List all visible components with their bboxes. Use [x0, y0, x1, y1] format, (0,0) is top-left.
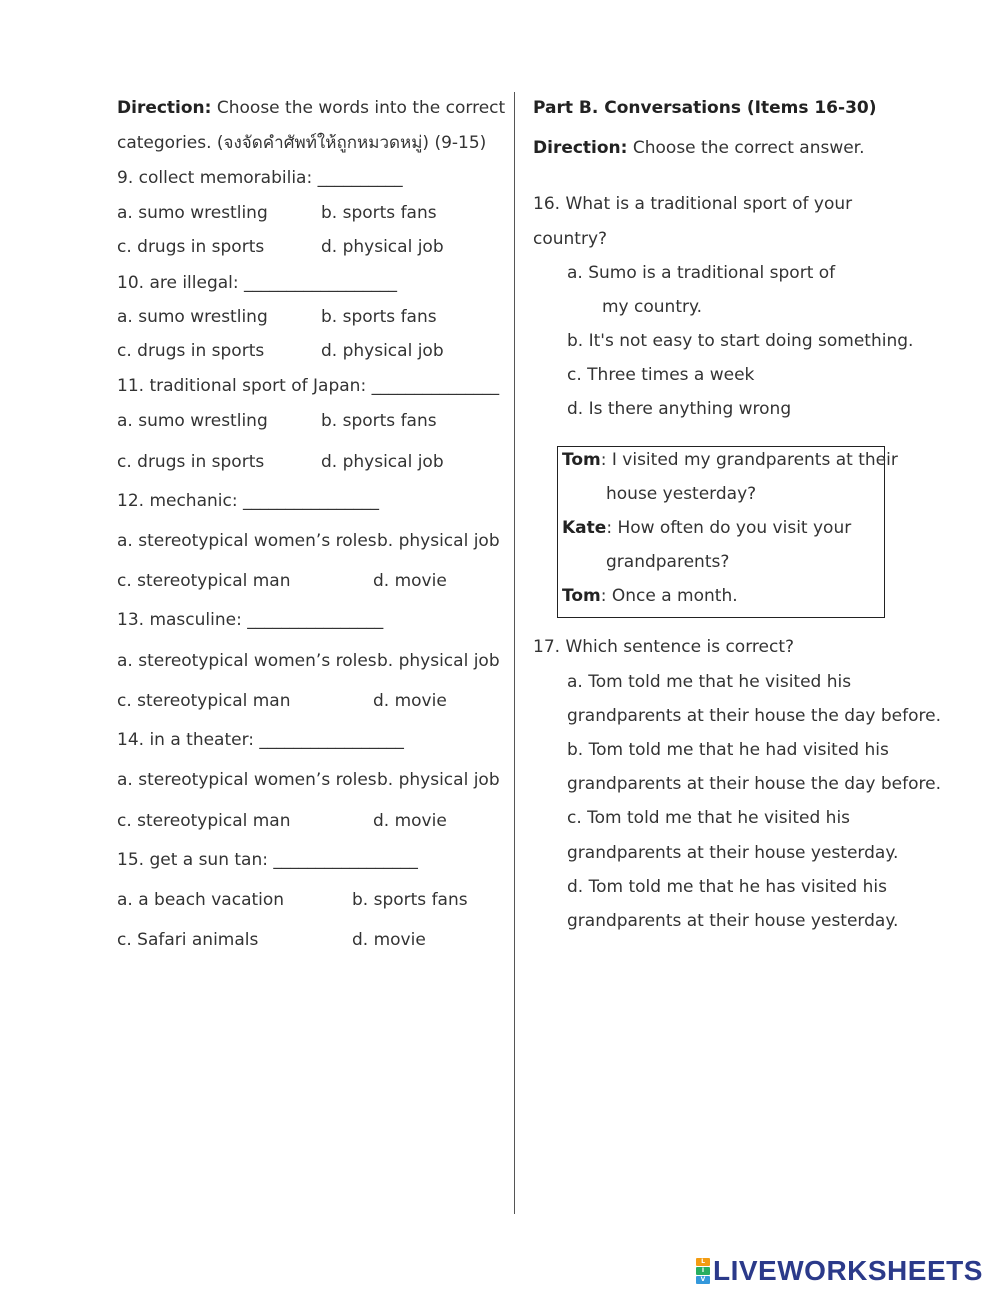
q17-option-a[interactable]: a. Tom told me that he visited his — [567, 672, 852, 692]
q17-option-b-cont[interactable]: grandparents at their house the day before. — [567, 774, 942, 794]
q11-option-d[interactable]: d. physical job — [321, 452, 444, 472]
q9-option-d[interactable]: d. physical job — [321, 237, 444, 257]
q10-option-a[interactable]: a. sumo wrestling — [117, 307, 268, 327]
direction-label-right: Direction: — [533, 138, 628, 158]
logo-block-v: V — [696, 1276, 710, 1284]
dialog-line-tom-2 — [562, 585, 738, 607]
q15-option-c[interactable]: c. Safari animals — [117, 930, 259, 950]
question-16-line1: 16. What is a traditional sport of your — [533, 194, 853, 214]
q16-option-a[interactable]: a. Sumo is a traditional sport of — [567, 263, 836, 283]
q10-option-b[interactable]: b. sports fans — [321, 307, 437, 327]
q13-option-d[interactable]: d. movie — [373, 691, 447, 711]
q15-option-b[interactable]: b. sports fans — [352, 890, 468, 910]
part-b-title: Part B. Conversations (Items 16-30) — [533, 98, 877, 118]
kate-line-1: : How often do you visit your — [606, 518, 852, 538]
question-16-line2: country? — [533, 229, 608, 249]
question-14: 14. in a theater: _________________ — [117, 730, 404, 750]
q14-option-a[interactable]: a. stereotypical women’s roles — [117, 770, 377, 790]
logo-text: LIVEWORKSHEETS — [713, 1255, 983, 1286]
direction-text-right: Choose the correct answer. — [627, 138, 865, 158]
q15-option-a[interactable]: a. a beach vacation — [117, 890, 285, 910]
q12-option-a[interactable]: a. stereotypical women’s roles — [117, 531, 377, 551]
q17-option-b[interactable]: b. Tom told me that he had visited his — [567, 740, 889, 760]
liveworksheets-logo[interactable] — [696, 1256, 983, 1286]
q16-option-a-cont[interactable]: my country. — [602, 297, 703, 317]
tom2-line: : Once a month. — [600, 586, 738, 606]
q15-option-d[interactable]: d. movie — [352, 930, 426, 950]
q17-option-a-cont[interactable]: grandparents at their house the day before. — [567, 706, 942, 726]
q9-option-a[interactable]: a. sumo wrestling — [117, 203, 268, 223]
q13-option-a[interactable]: a. stereotypical women’s roles — [117, 651, 377, 671]
q14-option-b[interactable]: b. physical job — [377, 770, 500, 790]
dialog-line-kate — [562, 517, 851, 539]
q10-option-c[interactable]: c. drugs in sports — [117, 341, 265, 361]
question-17: 17. Which sentence is correct? — [533, 637, 795, 657]
direction-line-right — [533, 137, 865, 159]
logo-block-l: L — [696, 1258, 710, 1266]
speaker-tom-2: Tom — [562, 586, 601, 606]
question-12: 12. mechanic: ________________ — [117, 491, 379, 511]
tom-line-2: house yesterday? — [606, 484, 757, 504]
q11-option-a[interactable]: a. sumo wrestling — [117, 411, 268, 431]
q12-option-d[interactable]: d. movie — [373, 571, 447, 591]
q9-option-b[interactable]: b. sports fans — [321, 203, 437, 223]
question-11: 11. traditional sport of Japan: _______________ — [117, 376, 500, 396]
speaker-tom: Tom — [562, 450, 601, 470]
live-blocks-icon — [696, 1258, 710, 1284]
direction-line — [117, 97, 505, 119]
q12-option-b[interactable]: b. physical job — [377, 531, 500, 551]
question-10: 10. are illegal: __________________ — [117, 273, 398, 293]
q17-option-c[interactable]: c. Tom told me that he visited his — [567, 808, 851, 828]
direction-label: Direction: — [117, 98, 212, 118]
column-divider — [514, 92, 515, 1214]
dialog-line-tom — [562, 449, 898, 471]
question-9: 9. collect memorabilia: __________ — [117, 168, 403, 188]
q17-option-d-cont[interactable]: grandparents at their house yesterday. — [567, 911, 899, 931]
q17-option-c-cont[interactable]: grandparents at their house yesterday. — [567, 843, 899, 863]
logo-block-i: I — [696, 1267, 710, 1275]
q11-option-b[interactable]: b. sports fans — [321, 411, 437, 431]
question-13: 13. masculine: ________________ — [117, 610, 384, 630]
q9-option-c[interactable]: c. drugs in sports — [117, 237, 265, 257]
direction-text-2: categories. (จงจัดคำศัพท์ให้ถูกหมวดหมู่) (9-15) — [117, 133, 487, 153]
q14-option-c[interactable]: c. stereotypical man — [117, 811, 291, 831]
q16-option-d[interactable]: d. Is there anything wrong — [567, 399, 792, 419]
q16-option-b[interactable]: b. It's not easy to start doing something. — [567, 331, 914, 351]
q11-option-c[interactable]: c. drugs in sports — [117, 452, 265, 472]
q14-option-d[interactable]: d. movie — [373, 811, 447, 831]
question-15: 15. get a sun tan: _________________ — [117, 850, 418, 870]
direction-text: Choose the words into the correct — [211, 98, 506, 118]
q16-option-c[interactable]: c. Three times a week — [567, 365, 755, 385]
kate-line-2: grandparents? — [606, 552, 730, 572]
q17-option-d[interactable]: d. Tom told me that he has visited his — [567, 877, 887, 897]
q13-option-c[interactable]: c. stereotypical man — [117, 691, 291, 711]
q12-option-c[interactable]: c. stereotypical man — [117, 571, 291, 591]
tom-line-1: : I visited my grandparents at their — [600, 450, 898, 470]
speaker-kate: Kate — [562, 518, 607, 538]
q10-option-d[interactable]: d. physical job — [321, 341, 444, 361]
q13-option-b[interactable]: b. physical job — [377, 651, 500, 671]
